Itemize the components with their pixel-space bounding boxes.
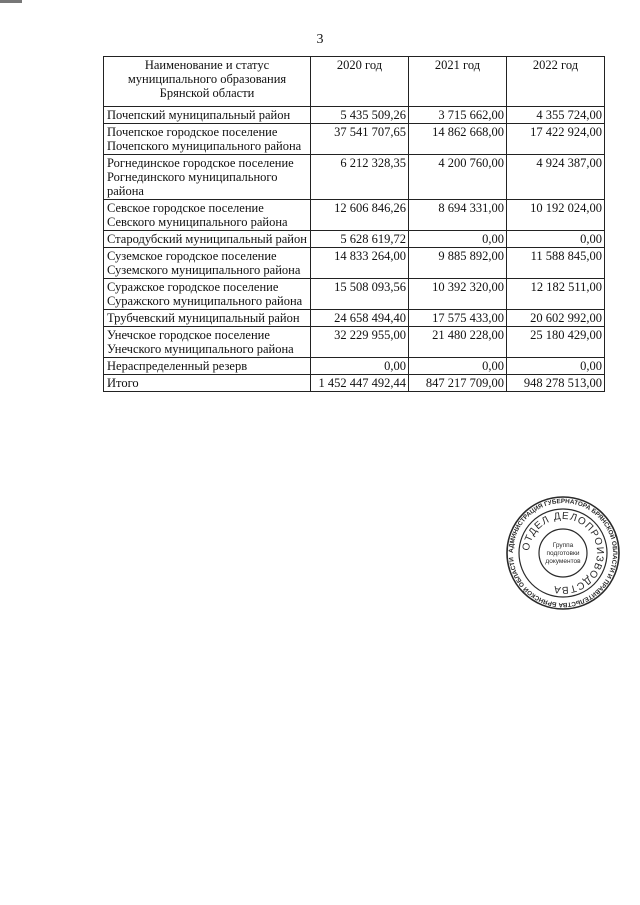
row-value-2021: 10 392 320,00 — [409, 279, 507, 310]
row-value-2022: 12 182 511,00 — [507, 279, 605, 310]
table-row — [104, 231, 605, 248]
table-row — [104, 124, 605, 155]
column-header-2022: 2022 год — [507, 57, 605, 107]
table-total-row — [104, 375, 605, 392]
page-number: 3 — [316, 32, 324, 47]
row-value-2020: 12 606 846,26 — [311, 200, 409, 231]
row-value-2021: 0,00 — [409, 358, 507, 375]
row-value-2020: 24 658 494,40 — [311, 310, 409, 327]
column-header-name: Наименование и статус муниципального образования Брянской области — [104, 57, 311, 107]
row-value-2020: 32 229 955,00 — [311, 327, 409, 358]
row-value-2021: 3 715 662,00 — [409, 107, 507, 124]
table-row — [104, 310, 605, 327]
row-name-cell: Севское городское поселение Севского муниципального района — [104, 200, 311, 231]
table-row — [104, 279, 605, 310]
row-value-2021: 847 217 709,00 — [409, 375, 507, 392]
row-value-2020: 15 508 093,56 — [311, 279, 409, 310]
table-body — [104, 107, 605, 392]
row-value-2021: 21 480 228,00 — [409, 327, 507, 358]
row-value-2020: 5 435 509,26 — [311, 107, 409, 124]
row-name-cell: Почепский муниципальный район — [104, 107, 311, 124]
table-row — [104, 327, 605, 358]
table-row — [104, 358, 605, 375]
row-value-2022: 0,00 — [507, 231, 605, 248]
table-row — [104, 248, 605, 279]
stamp-center-line2: подготовки — [546, 550, 580, 557]
row-value-2022: 11 588 845,00 — [507, 248, 605, 279]
row-value-2022: 10 192 024,00 — [507, 200, 605, 231]
row-name-cell: Итого — [104, 375, 311, 392]
table-header-row — [104, 57, 605, 107]
row-name-cell: Суражское городское поселение Суражского муниципального района — [104, 279, 311, 310]
row-value-2022: 948 278 513,00 — [507, 375, 605, 392]
row-name-cell: Рогнединское городское поселение Рогнединского муниципального района — [104, 155, 311, 200]
budget-table — [103, 56, 605, 392]
column-header-2021: 2021 год — [409, 57, 507, 107]
row-value-2020: 6 212 328,35 — [311, 155, 409, 200]
row-value-2020: 0,00 — [311, 358, 409, 375]
row-value-2022: 17 422 924,00 — [507, 124, 605, 155]
row-value-2021: 8 694 331,00 — [409, 200, 507, 231]
row-name-cell: Суземское городское поселение Суземского муниципального района — [104, 248, 311, 279]
table-row — [104, 107, 605, 124]
row-name-cell: Стародубский муниципальный район — [104, 231, 311, 248]
stamp-center-line3: документов — [545, 558, 581, 565]
row-name-cell: Почепское городское поселение Почепского муниципального района — [104, 124, 311, 155]
row-value-2020: 1 452 447 492,44 — [311, 375, 409, 392]
row-name-cell: Унечское городское поселение Унечского муниципального района — [104, 327, 311, 358]
row-value-2022: 25 180 429,00 — [507, 327, 605, 358]
table-row — [104, 155, 605, 200]
row-name-cell: Трубчевский муниципальный район — [104, 310, 311, 327]
scan-artifact-mark — [0, 0, 22, 3]
department-stamp — [505, 495, 621, 611]
row-name-cell: Нераспределенный резерв — [104, 358, 311, 375]
row-value-2021: 14 862 668,00 — [409, 124, 507, 155]
row-value-2021: 17 575 433,00 — [409, 310, 507, 327]
row-value-2020: 37 541 707,65 — [311, 124, 409, 155]
table-row — [104, 200, 605, 231]
row-value-2022: 0,00 — [507, 358, 605, 375]
stamp-center-line1: Группа — [552, 542, 574, 549]
row-value-2020: 5 628 619,72 — [311, 231, 409, 248]
row-value-2021: 0,00 — [409, 231, 507, 248]
row-value-2022: 4 924 387,00 — [507, 155, 605, 200]
row-value-2021: 4 200 760,00 — [409, 155, 507, 200]
row-value-2021: 9 885 892,00 — [409, 248, 507, 279]
row-value-2020: 14 833 264,00 — [311, 248, 409, 279]
row-value-2022: 4 355 724,00 — [507, 107, 605, 124]
column-header-2020: 2020 год — [311, 57, 409, 107]
stamp-outer-text: АДМИНИСТРАЦИЯ ГУБЕРНАТОРА БРЯНСКОЙ ОБЛАСТИ И ПРАВИТЕЛЬСТВА БРЯНСКОЙ ОБЛАСТИ — [507, 497, 619, 609]
stamp-inner-text: ОТДЕЛ ДЕЛОПРОИЗВОДСТВА — [520, 510, 606, 596]
row-value-2022: 20 602 992,00 — [507, 310, 605, 327]
